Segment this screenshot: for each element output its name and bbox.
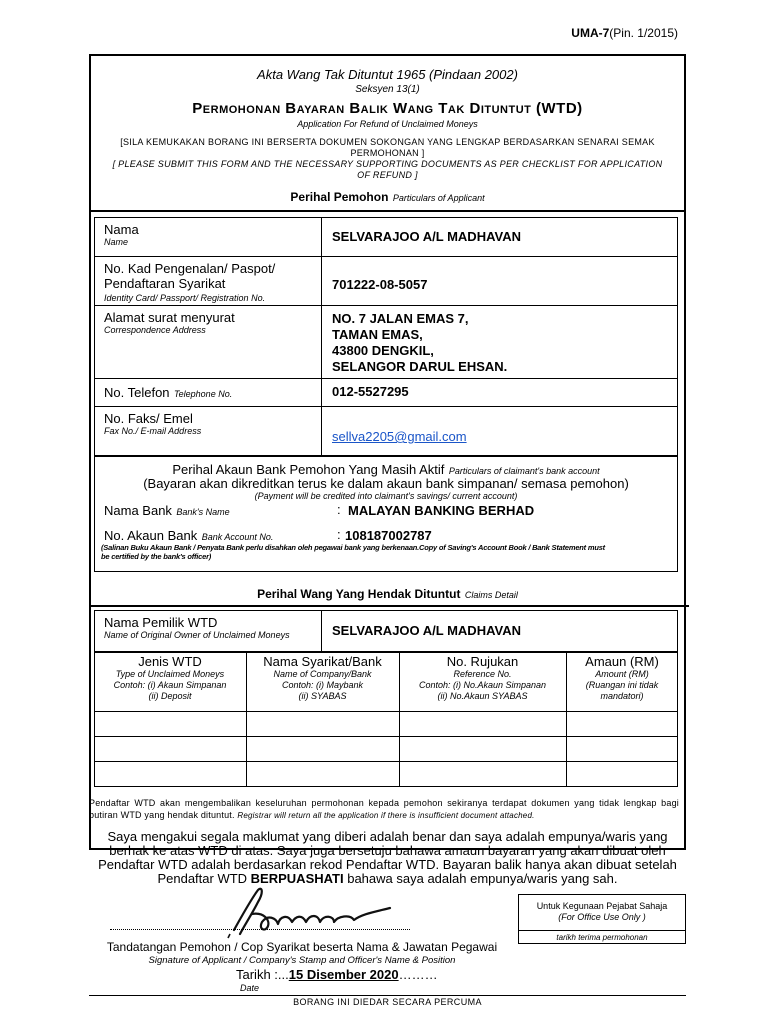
- act-title: Akta Wang Tak Dituntut 1965 (Pindaan 2002): [257, 67, 518, 82]
- address-line: 43800 DENGKIL,: [332, 343, 434, 358]
- phone-value: 012-5527295: [332, 384, 409, 399]
- return-notice-en: Registrar will return all the application if there is insufficient document attached.: [237, 811, 535, 820]
- row-divider: [94, 406, 678, 407]
- instruction-ms: [SILA KEMUKAKAN BORANG INI BERSERTA DOKUMEN SOKONGAN YANG LENGKAP BERDASARKAN SENARAI SEMAK PERMOHONAN ]: [120, 137, 655, 158]
- date-label-en: Date: [240, 983, 260, 993]
- name-field-label: [104, 222, 139, 247]
- fax-email-label-en: Fax No./ E-mail Address: [104, 426, 202, 436]
- column-title: No. Rujukan: [446, 654, 519, 669]
- office-use-divider: [518, 930, 686, 931]
- column-header-amount: [566, 654, 678, 702]
- date-value: 15 Disember 2020: [288, 967, 399, 982]
- email-field: [332, 428, 467, 446]
- column-subtitle: Name of Company/Bank: [273, 669, 372, 679]
- applicant-section-title-en: Particulars of Applicant: [392, 193, 485, 203]
- column-example: Contoh: (i) No.Akaun Simpanan: [418, 680, 547, 690]
- form-title-en: Application For Refund of Unclaimed Moneys: [297, 119, 478, 129]
- email-link[interactable]: sellva2205@gmail.com: [332, 429, 467, 444]
- claims-divider: [89, 605, 689, 607]
- date-label: Tarikh :: [236, 967, 278, 982]
- account-label: No. Akaun Bank: [104, 528, 198, 543]
- address-line: TAMAN EMAS,: [332, 327, 423, 342]
- column-example: (Ruangan ini tidak: [585, 680, 659, 690]
- name-label: Nama: [104, 222, 139, 237]
- fax-email-label: No. Faks/ Emel: [104, 411, 193, 426]
- bank-note-line-2: be certified by the bank's officer): [101, 552, 212, 561]
- address-line: SELANGOR DARUL EHSAN.: [332, 359, 508, 374]
- owner-label: Nama Pemilik WTD: [104, 615, 218, 630]
- id-label-line-2: Pendaftaran Syarikat: [104, 276, 226, 291]
- claims-section-heading: [89, 585, 686, 603]
- signature-label-en: Signature of Applicant / Company's Stamp and Officer's Name & Position: [148, 955, 456, 966]
- owner-column-divider: [321, 610, 322, 652]
- date-field: Tarikh :...15 Disember 2020………: [236, 967, 438, 982]
- applicant-section-title: Perihal Pemohon: [290, 190, 389, 204]
- account-number-value: 108187002787: [345, 528, 432, 543]
- id-label-line-1: No. Kad Pengenalan/ Paspot/: [104, 261, 276, 276]
- applicant-name-value: SELVARAJOO A/L MADHAVAN: [332, 229, 521, 244]
- row-divider: [94, 256, 678, 257]
- address-line: NO. 7 JALAN EMAS 7,: [332, 311, 469, 326]
- office-use-title: Untuk Kegunaan Pejabat Sahaja: [536, 901, 668, 911]
- received-date-label: tarikh terima permohonan: [556, 933, 648, 942]
- office-use-title-en: (For Office Use Only ): [558, 912, 646, 922]
- declaration-line: berhak ke atas WTD di atas. Saya juga bersetuju bahawa amaun bayaran yang akan dibuat oleh: [109, 843, 666, 858]
- applicant-column-divider: [321, 217, 322, 456]
- claims-title: Perihal Wang Yang Hendak Dituntut: [257, 587, 461, 601]
- column-subtitle: Reference No.: [453, 669, 512, 679]
- claims-row-divider: [94, 736, 678, 737]
- address-label-en: Correspondence Address: [104, 325, 206, 335]
- return-notice: [89, 797, 679, 822]
- bank-name-label: Nama Bank: [104, 503, 172, 518]
- column-example: mandatori): [600, 691, 644, 701]
- owner-field-label: [104, 615, 290, 640]
- declaration-emphasis: BERPUASHATI: [250, 871, 344, 886]
- column-example: (ii) No.Akaun SYABAS: [437, 691, 528, 701]
- bank-subtitle-en: (Payment will be credited into claimant's savings/ current account): [254, 491, 518, 501]
- id-number-value: 701222-08-5057: [332, 277, 428, 292]
- form-revision: (Pin. 1/2015): [609, 26, 678, 40]
- bank-note-line-1: (Salinan Buku Akaun Bank / Penyata Bank perlu disahkan oleh pegawai bank yang berkenaan.Copy of Saving's Account Book / Bank Statement must: [101, 543, 605, 552]
- address-field-label: [104, 310, 235, 335]
- column-example: Contoh: (i) Akaun Simpanan: [113, 680, 227, 690]
- phone-field-label: [104, 384, 232, 402]
- form-title: Permohonan Bayaran Balik Wang Tak Dituntut (WTD): [192, 100, 583, 117]
- bank-subtitle: (Bayaran akan dikreditkan terus ke dalam akaun bank simpanan/ semasa pemohon): [143, 476, 629, 491]
- header-divider: [89, 210, 686, 212]
- column-header-reference: [399, 654, 566, 702]
- instruction-en: [ PLEASE SUBMIT THIS FORM AND THE NECESSARY SUPPORTING DOCUMENTS AS PER CHECKLIST FOR APPLICATION OF REFUND ]: [112, 159, 663, 180]
- declaration-line: Saya mengakui segala maklumat yang diberi adalah benar dan saya adalah empunya/waris yang: [107, 829, 668, 844]
- bank-name-value: MALAYAN BANKING BERHAD: [348, 503, 535, 518]
- column-header-company: [246, 654, 399, 702]
- claims-title-en: Claims Detail: [464, 590, 518, 600]
- return-notice-ms: Pendaftar WTD akan mengembalikan keseluruhan permohonan kepada pemohon sekiranya terdapat dokumen yang tidak lengkap bagi butiran WTD yang hendak dituntut.: [89, 798, 679, 820]
- name-label-en: Name: [104, 237, 129, 247]
- phone-label-en: Telephone No.: [173, 389, 233, 399]
- column-subtitle: Amount (RM): [595, 669, 649, 679]
- signature-line: [110, 929, 410, 930]
- bank-title-ms: Perihal Akaun Bank Pemohon Yang Masih Aktif: [172, 462, 445, 477]
- row-divider: [94, 378, 678, 379]
- declaration-text: bahawa saya adalah empunya/waris yang sah.: [343, 871, 618, 886]
- address-label: Alamat surat menyurat: [104, 310, 235, 325]
- form-code-number: UMA-7: [571, 26, 610, 40]
- address-value: [332, 311, 507, 375]
- bank-title-en: Particulars of claimant's bank account: [448, 466, 600, 476]
- account-label-en: Bank Account No.: [201, 532, 274, 542]
- column-title: Amaun (RM): [585, 654, 659, 669]
- column-title: Nama Syarikat/Bank: [263, 654, 382, 669]
- column-example: (ii) SYABAS: [298, 691, 347, 701]
- column-example: Contoh: (i) Maybank: [281, 680, 364, 690]
- column-title: Jenis WTD: [138, 654, 202, 669]
- claims-row-divider: [94, 711, 678, 712]
- applicant-section-heading: [89, 188, 686, 206]
- footer-text: BORANG INI DIEDAR SECARA PERCUMA: [293, 997, 482, 1007]
- column-header-type: [94, 654, 246, 702]
- id-label-en: Identity Card/ Passport/ Registration No.: [104, 293, 266, 303]
- bank-name-label-en: Bank's Name: [176, 507, 230, 517]
- account-colon: :: [337, 527, 341, 542]
- declaration-text: Pendaftar WTD: [157, 871, 251, 886]
- signature-label: Tandatangan Pemohon / Cop Syarikat beserta Nama & Jawatan Pegawai: [106, 940, 498, 954]
- applicant-signature: [222, 884, 402, 940]
- bank-name-colon: :: [337, 502, 341, 517]
- owner-label-en: Name of Original Owner of Unclaimed Moneys: [104, 630, 290, 640]
- claims-row-divider: [94, 761, 678, 762]
- form-code: [571, 26, 678, 40]
- column-subtitle: Type of Unclaimed Moneys: [115, 669, 225, 679]
- fax-email-field-label: [104, 411, 201, 436]
- column-example: (ii) Deposit: [148, 691, 192, 701]
- id-field-label: [104, 261, 275, 306]
- declaration-line: Pendaftar WTD adalah berdasarkan rekod Pendaftar WTD. Bayaran balik hanya akan dibuat setelah: [98, 857, 677, 872]
- declaration: [89, 830, 686, 886]
- phone-label: No. Telefon: [104, 385, 170, 400]
- section-number: Seksyen 13(1): [355, 84, 420, 95]
- bank-name-field-label: [104, 502, 230, 520]
- owner-name-value: SELVARAJOO A/L MADHAVAN: [332, 623, 521, 638]
- footer-divider: [89, 995, 686, 996]
- bank-note: [101, 543, 673, 561]
